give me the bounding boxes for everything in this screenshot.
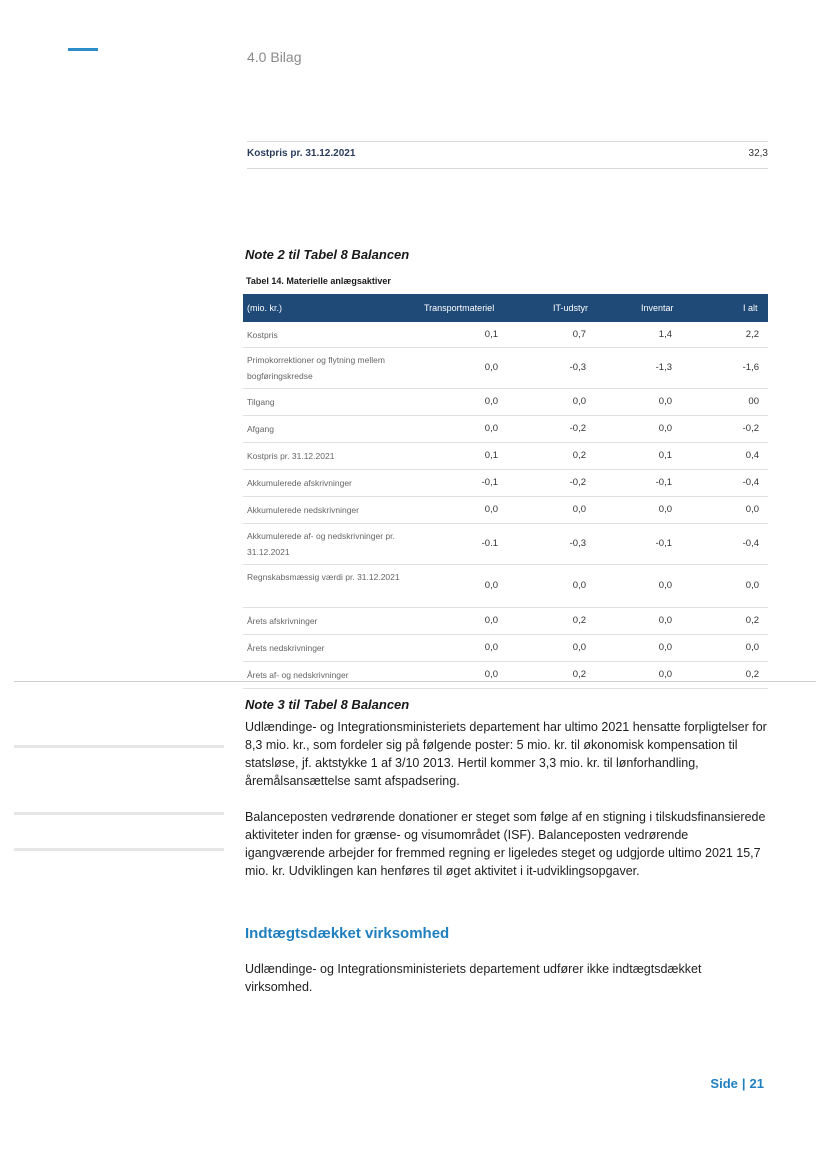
- table-cell: 0,0: [484, 504, 498, 515]
- table-cell: 0,0: [572, 396, 586, 407]
- income-section-text: Udlændinge- og Integrationsministeriets departement udfører ikke indtægtsdækket virksomhed.: [245, 962, 702, 994]
- note2-title: Note 2 til Tabel 8 Balancen: [245, 247, 410, 262]
- table-cell: 0,0: [658, 642, 672, 653]
- row-label: Regnskabsmæssig værdi pr. 31.12.2021: [247, 572, 400, 582]
- table-cell: 0,0: [572, 642, 586, 653]
- row-label: Kostpris: [247, 330, 278, 340]
- table-cell: 0,0: [745, 504, 759, 515]
- table-cell: -0,2: [569, 423, 586, 434]
- table-cell: 0,4: [745, 450, 759, 461]
- table-cell: -0,3: [569, 362, 586, 373]
- table-cell: -0.1: [481, 538, 498, 549]
- table-cell: 0,0: [658, 669, 672, 680]
- table-cell: 2,2: [745, 328, 759, 340]
- table-cell: 0,0: [658, 423, 672, 434]
- column-header-unit: (mio. kr.): [247, 303, 282, 313]
- table-row: [243, 524, 768, 565]
- table-cell: -0,1: [655, 538, 672, 549]
- table-cell: 0,2: [572, 450, 586, 461]
- row-label: Akkumulerede nedskrivninger: [247, 505, 359, 515]
- table-cell: 0,1: [484, 328, 498, 340]
- table-cell: -0,2: [742, 423, 759, 434]
- table-cell: -0,4: [742, 477, 759, 488]
- table-row: [243, 470, 768, 497]
- row-label: Kostpris pr. 31.12.2021: [247, 451, 335, 461]
- row-label: Akkumulerede af- og nedskrivninger pr. 31.12.2021: [247, 531, 395, 557]
- table-row: [243, 497, 768, 524]
- row-label: Akkumulerede afskrivninger: [247, 478, 352, 488]
- scan-artifact: [14, 848, 224, 851]
- table-cell: 0,0: [658, 504, 672, 515]
- table-row: [243, 635, 768, 662]
- table-row: [243, 662, 768, 689]
- row-label: Årets afskrivninger: [247, 616, 318, 626]
- table-cell: 0,0: [484, 362, 498, 373]
- scan-artifact: [14, 812, 224, 815]
- table-cell: -0,4: [742, 538, 759, 549]
- table-cell: 0,2: [572, 615, 586, 626]
- table-cell: 0,2: [745, 615, 759, 626]
- income-section-heading: Indtægtsdækket virksomhed: [245, 925, 450, 942]
- table-cell: 0,0: [745, 580, 759, 591]
- cost-summary-row: [247, 141, 768, 169]
- page-label: Side: [710, 1076, 738, 1091]
- column-header-total: I alt: [743, 303, 758, 313]
- table-cell: 00: [748, 396, 759, 407]
- table-cell: 0,0: [572, 504, 586, 515]
- scan-artifact: [14, 745, 224, 748]
- note3-paragraph-1: Udlændinge- og Integrationsministeriets departement har ultimo 2021 hensatte forpligtelser for 8,3 mio. kr., som fordeler sig på følgende poster: 5 mio. kr. til økonomisk kompensation til statsløse, jf. aktstykke 1 af 3/10 2013. Hertil kommer 3,3 mio. kr. til lønforhandling, åremålsansættelse samt afspadsering.: [245, 720, 767, 788]
- table-cell: 0,2: [572, 669, 586, 680]
- table-caption: Tabel 14. Materielle anlægsaktiver: [246, 276, 391, 286]
- table-row: [243, 348, 768, 389]
- row-label: Primokorrektioner og flytning mellem bogføringskredse: [247, 355, 385, 381]
- table-cell: 0,1: [484, 450, 498, 461]
- table-cell: 0,0: [658, 615, 672, 626]
- row-label: Tilgang: [247, 397, 275, 407]
- table-body: [243, 322, 768, 689]
- accent-bar: [68, 48, 98, 51]
- row-label: Årets af- og nedskrivninger: [247, 670, 349, 680]
- table-cell: -0,2: [569, 477, 586, 488]
- table-cell: -0,3: [569, 538, 586, 549]
- table-row: [243, 322, 768, 348]
- row-label: Afgang: [247, 424, 274, 434]
- table-header: [243, 294, 768, 322]
- table-cell: 0,0: [484, 580, 498, 591]
- column-header-it: IT-udstyr: [553, 303, 589, 313]
- table-cell: 0,0: [745, 642, 759, 653]
- table-cell: -0,1: [481, 477, 498, 488]
- cost-summary-label: Kostpris pr. 31.12.2021: [247, 148, 356, 159]
- column-header-inventar: Inventar: [641, 303, 674, 313]
- table-row: [243, 608, 768, 635]
- table-cell: 0,0: [658, 396, 672, 407]
- section-header: 4.0 Bilag: [247, 49, 302, 65]
- table-cell: 0,0: [484, 423, 498, 434]
- table-row: [243, 416, 768, 443]
- table-cell: 0,0: [484, 642, 498, 653]
- table-row: [243, 443, 768, 470]
- table-cell: 1,4: [658, 328, 672, 340]
- divider: [14, 681, 816, 682]
- page-number-value: 21: [749, 1076, 764, 1091]
- table-row: [243, 565, 768, 608]
- table-cell: 0,0: [484, 669, 498, 680]
- table-cell: -0,1: [655, 477, 672, 488]
- column-header-transport: Transportmateriel: [424, 303, 495, 313]
- cost-summary-value: 32,3: [748, 148, 768, 159]
- note3-paragraph-2: Balanceposten vedrørende donationer er steget som følge af en stigning i tilskudsfinansierede aktiviteter inden for grænse- og visumområdet (ISF). Balanceposten vedrørende igangværende arbejder for fremmed regning er ligeledes steget og udgjorde ultimo 2021 15,7 mio. kr. Udviklingen kan henføres til øget aktivitet i it-udviklingsopgaver.: [245, 810, 766, 878]
- table-cell: 0,1: [658, 450, 672, 461]
- table-row: [243, 389, 768, 416]
- note3-title: Note 3 til Tabel 8 Balancen: [245, 697, 410, 712]
- table-cell: -1,6: [742, 362, 759, 373]
- table-cell: 0,2: [745, 669, 759, 680]
- table-cell: -1,3: [655, 362, 672, 373]
- table-cell: 0,0: [658, 580, 672, 591]
- page-number: Side | 21: [710, 1076, 764, 1091]
- table-cell: 0,7: [572, 328, 586, 340]
- row-label: Årets nedskrivninger: [247, 643, 325, 653]
- table-cell: 0,0: [572, 580, 586, 591]
- asset-table: [243, 294, 768, 689]
- table-cell: 0,0: [484, 615, 498, 626]
- table-cell: 0,0: [484, 396, 498, 407]
